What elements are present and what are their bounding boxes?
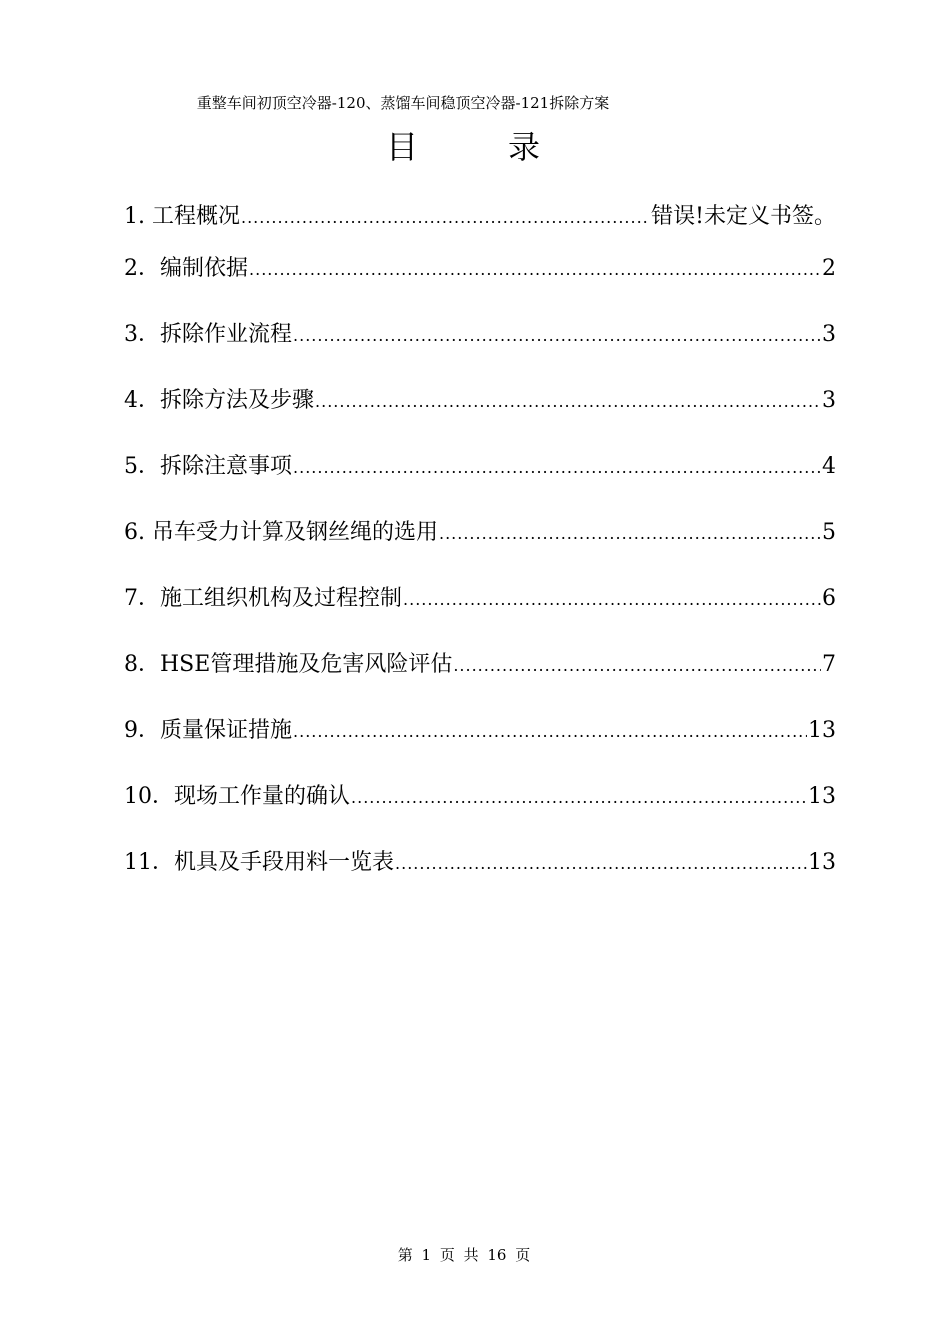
toc-entry[interactable] [124, 298, 836, 364]
toc-entry-number: 5． [124, 454, 160, 479]
toc-leader-dots [395, 856, 807, 872]
page-number-text: 第 1 页 共 16 页 [397, 1246, 531, 1264]
page-footer [0, 1244, 928, 1265]
toc-entry[interactable] [124, 364, 836, 430]
toc-entry-label: HSE管理措施及危害风险评估 [160, 652, 453, 677]
toc-title-part2: 录 [508, 128, 541, 166]
toc-entry-label: 吊车受力计算及钢丝绳的选用 [151, 520, 438, 545]
toc-entry-page: 4 [822, 454, 836, 479]
toc-entry-page: 13 [808, 784, 836, 809]
toc-entry-page: 7 [822, 652, 836, 677]
toc-entry[interactable] [124, 562, 836, 628]
toc-entry-number: 11． [124, 850, 174, 875]
toc-leader-dots [293, 724, 807, 740]
toc-entry[interactable] [124, 430, 836, 496]
toc-leader-dots [241, 210, 650, 226]
page-header-text: 重整车间初顶空冷器-120、蒸馏车间稳顶空冷器-121拆除方案 [196, 94, 610, 112]
toc-entry[interactable] [124, 196, 836, 232]
toc-entry-page: 13 [808, 718, 836, 743]
toc-entry[interactable] [124, 760, 836, 826]
toc-entry-number: 10． [124, 784, 174, 809]
toc-entry-number: 6. [124, 520, 152, 545]
toc-leader-dots [351, 790, 807, 806]
toc-entry-label: 施工组织机构及过程控制 [160, 586, 403, 611]
toc-entry-number: 8． [124, 652, 160, 677]
toc-entry-label: 编制依据 [160, 256, 249, 281]
toc-entry[interactable] [124, 628, 836, 694]
toc-entry-page: 13 [808, 850, 836, 875]
toc-entry-number: 4． [124, 388, 160, 413]
toc-entry-page: 3 [822, 322, 836, 347]
toc-entry[interactable] [124, 232, 836, 298]
toc-entry[interactable] [124, 694, 836, 760]
toc-entry-page: 2 [822, 256, 836, 281]
toc-entry-page: 3 [822, 388, 836, 413]
toc-leader-dots [249, 262, 821, 278]
toc-entry-page: 6 [822, 586, 836, 611]
toc-leader-dots [293, 460, 821, 476]
toc-entry-number: 7． [124, 586, 160, 611]
toc-entry-label: 拆除方法及步骤 [160, 388, 315, 413]
toc-leader-dots [293, 328, 821, 344]
table-of-contents [124, 196, 836, 892]
toc-leader-dots [453, 658, 821, 674]
toc-entry-page: 错误!未定义书签。 [651, 204, 836, 229]
toc-entry-label: 拆除作业流程 [160, 322, 293, 347]
toc-title-part1: 目 [386, 128, 419, 166]
toc-entry-number: 2． [124, 256, 160, 281]
toc-leader-dots [439, 526, 821, 542]
toc-entry-label: 机具及手段用料一览表 [174, 850, 395, 875]
toc-entry-label: 质量保证措施 [160, 718, 293, 743]
toc-entry-number: 9． [124, 718, 160, 743]
toc-entry-number: 1. [124, 204, 152, 229]
toc-leader-dots [315, 394, 821, 410]
toc-entry-label: 现场工作量的确认 [174, 784, 351, 809]
page-header [0, 92, 806, 113]
toc-entry-number: 3． [124, 322, 160, 347]
toc-entry[interactable] [124, 826, 836, 892]
toc-entry-label: 拆除注意事项 [160, 454, 293, 479]
toc-entry-page: 5 [822, 520, 836, 545]
toc-entry[interactable] [124, 496, 836, 562]
toc-entry-label: 工程概况 [151, 204, 240, 229]
toc-leader-dots [403, 592, 821, 608]
